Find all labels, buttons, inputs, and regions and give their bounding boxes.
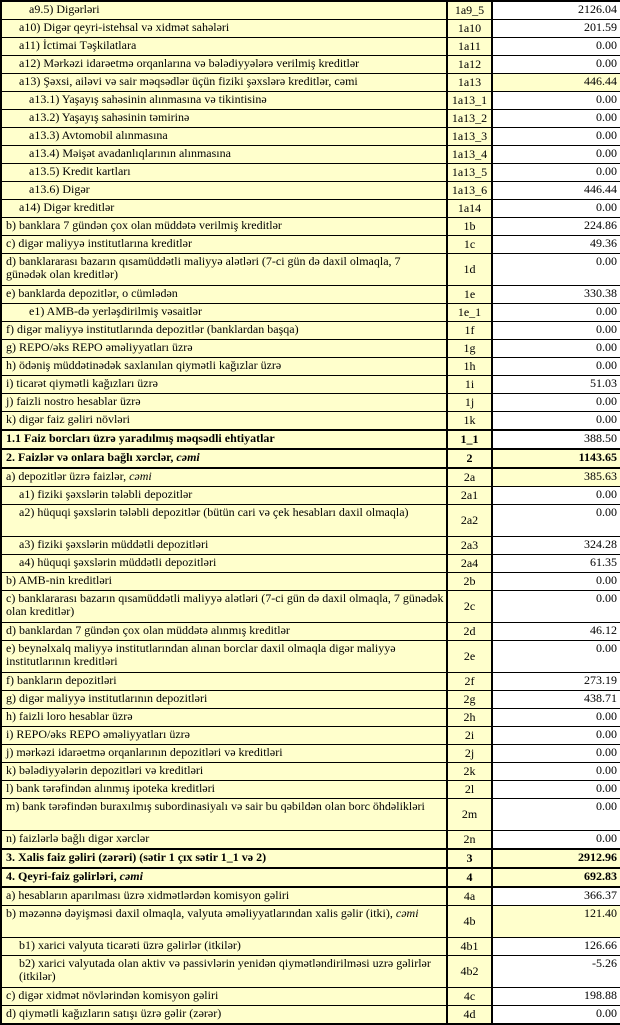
row-code: 2i: [447, 727, 492, 745]
row-value: 692.83: [492, 868, 620, 887]
row-label-text: 3. Xalis faiz gəliri (zərəri) (sətir 1 çıx sətir 1_1 və 2): [6, 850, 267, 864]
row-value: 0.00: [492, 641, 620, 673]
row-code: 1a11: [447, 38, 492, 56]
table-row: [1, 218, 620, 236]
table-row: [1, 849, 620, 868]
row-label: [1, 182, 447, 200]
table-row: [1, 781, 620, 799]
table-row: [1, 164, 620, 182]
table-row: [1, 254, 620, 286]
row-label-text: b2) xarici valyutada olan aktiv və passivlərin yenidən qiymətləndirilməsi uzrə gəlirlər (itkilər): [19, 956, 431, 983]
row-label: [1, 92, 447, 110]
row-code: 1e_1: [447, 304, 492, 322]
table-row: [1, 74, 620, 92]
row-label: [1, 449, 447, 468]
row-code: 4d: [447, 1006, 492, 1025]
row-value: 0.00: [492, 146, 620, 164]
row-label-italic-suffix: cəmi: [395, 906, 419, 920]
row-code: 1a14: [447, 200, 492, 218]
row-code: 4a: [447, 887, 492, 906]
table-row: [1, 956, 620, 988]
table-row: [1, 573, 620, 591]
row-label: [1, 906, 447, 938]
row-code: 2: [447, 449, 492, 468]
row-label-text: d) qiymətli kağızların satışı üzrə gəlir (zərər): [6, 1006, 222, 1020]
table-row: [1, 906, 620, 938]
row-label-text: k) digər faiz gəliri növləri: [6, 412, 130, 426]
row-label: [1, 956, 447, 988]
row-label-italic-suffix: cəmi: [119, 869, 143, 883]
row-label: [1, 38, 447, 56]
row-code: 1i: [447, 376, 492, 394]
row-label-text: a13.5) Kredit kartları: [29, 164, 131, 178]
row-code: 1a13: [447, 74, 492, 92]
row-value: 0.00: [492, 394, 620, 412]
row-code: 3: [447, 849, 492, 868]
row-code: 1a10: [447, 20, 492, 38]
row-code: 2e: [447, 641, 492, 673]
row-label: [1, 831, 447, 850]
row-label-text: a13.4) Məişət avadanlıqlarının alınmasına: [29, 146, 231, 160]
row-label-italic-suffix: cəmi: [129, 469, 152, 483]
row-label: [1, 164, 447, 182]
row-code: 2l: [447, 781, 492, 799]
row-value: 0.00: [492, 412, 620, 431]
row-value: 0.00: [492, 831, 620, 850]
row-value: 0.00: [492, 254, 620, 286]
row-code: 2a4: [447, 555, 492, 573]
row-label-text: l) bank tərəfindən alınmış ipoteka kreditləri: [6, 781, 215, 795]
row-label: [1, 20, 447, 38]
table-row: [1, 286, 620, 304]
table-row: [1, 505, 620, 537]
row-value: 0.00: [492, 573, 620, 591]
row-value: 198.88: [492, 988, 620, 1006]
row-value: 0.00: [492, 799, 620, 831]
row-value: 0.00: [492, 745, 620, 763]
table-row: [1, 376, 620, 394]
row-value: 126.66: [492, 938, 620, 956]
row-label-text: h) faizli loro hesablar üzrə: [6, 709, 133, 723]
row-code: 1a13_6: [447, 182, 492, 200]
row-label-text: a3) fiziki şəxslərin müddətli depozitləri: [19, 537, 209, 551]
row-value: 51.03: [492, 376, 620, 394]
table-row: [1, 1006, 620, 1025]
row-label-text: a4) hüquqi şəxslərin müddətli depozitləri: [19, 555, 217, 569]
row-label-text: e) banklarda depozitlər, o cümlədən: [6, 286, 178, 300]
row-code: 1d: [447, 254, 492, 286]
row-value: 273.19: [492, 673, 620, 691]
row-label: [1, 887, 447, 906]
row-label-text: 4. Qeyri-faiz gəlirləri,: [6, 869, 120, 883]
row-label-text: d) banklardan 7 gündən çox olan müddətə alınmış kreditlər: [6, 623, 290, 637]
row-code: 2a3: [447, 537, 492, 555]
row-label-text: a13.1) Yaşayış sahəsinin alınmasına və tikintisinə: [29, 92, 267, 106]
row-label: [1, 487, 447, 505]
table-row: [1, 182, 620, 200]
row-label: [1, 988, 447, 1006]
table-row: [1, 623, 620, 641]
row-label: [1, 412, 447, 431]
row-code: 2c: [447, 591, 492, 623]
table-row: [1, 128, 620, 146]
row-value: 0.00: [492, 781, 620, 799]
report-table-body: [1, 1, 620, 1024]
row-code: 4: [447, 868, 492, 887]
row-label-text: c) digər xidmət növlərindən komisyon gəliri: [6, 988, 219, 1002]
row-code: 1a13_1: [447, 92, 492, 110]
row-code: 1k: [447, 412, 492, 431]
row-label: [1, 146, 447, 164]
row-value: 0.00: [492, 164, 620, 182]
row-label-text: j) mərkəzi idarəetmə orqanlarının depozitləri və kreditləri: [6, 745, 283, 759]
row-label: [1, 868, 447, 887]
row-value: 201.59: [492, 20, 620, 38]
row-code: 1b: [447, 218, 492, 236]
row-value: 388.50: [492, 430, 620, 449]
row-label-text: d) banklararası bazarın qısamüddətli maliyyə alətləri (7-ci gün də daxil olmaqla, 7 günədək olan kreditlər): [6, 254, 401, 281]
row-value: 438.71: [492, 691, 620, 709]
table-row: [1, 537, 620, 555]
row-label: [1, 537, 447, 555]
row-value: 0.00: [492, 358, 620, 376]
row-label: [1, 376, 447, 394]
row-code: 1a12: [447, 56, 492, 74]
table-row: [1, 691, 620, 709]
row-value: 0.00: [492, 200, 620, 218]
row-label-text: f) digər maliyyə institutlarında depozitlər (banklardan başqa): [6, 322, 299, 336]
table-row: [1, 200, 620, 218]
row-code: 2h: [447, 709, 492, 727]
row-label: [1, 128, 447, 146]
row-label: [1, 74, 447, 92]
row-value: 0.00: [492, 487, 620, 505]
table-row: [1, 92, 620, 110]
row-code: 2d: [447, 623, 492, 641]
row-value: 121.40: [492, 906, 620, 938]
row-label: [1, 218, 447, 236]
table-row: [1, 146, 620, 164]
table-row: [1, 555, 620, 573]
row-label: [1, 573, 447, 591]
row-code: 2k: [447, 763, 492, 781]
row-value: 446.44: [492, 74, 620, 92]
row-code: 1g: [447, 340, 492, 358]
table-row: [1, 340, 620, 358]
row-value: 0.00: [492, 727, 620, 745]
table-row: [1, 727, 620, 745]
row-code: 1j: [447, 394, 492, 412]
row-code: 2b: [447, 573, 492, 591]
row-code: 2j: [447, 745, 492, 763]
row-label: [1, 727, 447, 745]
row-label: [1, 110, 447, 128]
row-label-text: n) faizlərlə bağlı digər xərclər: [6, 831, 150, 845]
table-row: [1, 745, 620, 763]
table-row: [1, 988, 620, 1006]
row-label: [1, 286, 447, 304]
row-code: 2n: [447, 831, 492, 850]
table-row: [1, 358, 620, 376]
row-value: 1143.65: [492, 449, 620, 468]
row-label-text: a13.6) Digər: [29, 182, 90, 196]
row-label: [1, 254, 447, 286]
row-code: 1a13_3: [447, 128, 492, 146]
row-label: [1, 938, 447, 956]
row-label-text: b) AMB-nin kreditləri: [6, 573, 112, 587]
row-label-text: a13.3) Avtomobil alınmasına: [29, 128, 168, 142]
table-row: [1, 831, 620, 850]
row-code: 1_1: [447, 430, 492, 449]
row-label-italic-suffix: cəmi: [176, 450, 200, 464]
row-label-text: b) məzənnə dəyişməsi daxil olmaqla, valyuta əməliyyatlarından xalis gəlir (itki),: [6, 906, 396, 920]
table-row: [1, 110, 620, 128]
row-label: [1, 236, 447, 254]
row-code: 2g: [447, 691, 492, 709]
row-label: [1, 555, 447, 573]
row-label: [1, 430, 447, 449]
row-code: 1a13_2: [447, 110, 492, 128]
row-label: [1, 673, 447, 691]
row-label-text: a9.5) Digərləri: [29, 2, 100, 16]
row-value: 446.44: [492, 182, 620, 200]
row-code: 1h: [447, 358, 492, 376]
row-label-text: 2. Faizlər və onlara bağlı xərclər,: [6, 450, 177, 464]
row-value: 224.86: [492, 218, 620, 236]
row-code: 2a1: [447, 487, 492, 505]
row-code: 2a2: [447, 505, 492, 537]
table-row: [1, 449, 620, 468]
row-label-text: a13) Şəxsi, ailəvi və sair məqsədlər üçün fiziki şəxslərə kreditlər, cəmi: [19, 74, 358, 88]
row-value: 0.00: [492, 110, 620, 128]
table-row: [1, 468, 620, 487]
row-label-text: 1.1 Faiz borcları üzrə yaradılmış məqsədli ehtiyatlar: [6, 431, 275, 445]
table-row: [1, 709, 620, 727]
table-row: [1, 799, 620, 831]
table-row: [1, 487, 620, 505]
row-label-text: a14) Digər kreditlər: [19, 200, 115, 214]
row-code: 2a: [447, 468, 492, 487]
row-label: [1, 340, 447, 358]
row-label-text: a) depozitlər üzrə faizlər,: [6, 469, 130, 483]
row-value: 0.00: [492, 709, 620, 727]
table-row: [1, 763, 620, 781]
row-label-text: j) faizli nostro hesablar üzrə: [6, 394, 141, 408]
row-label: [1, 691, 447, 709]
row-value: 0.00: [492, 304, 620, 322]
row-value: 324.28: [492, 537, 620, 555]
row-label-text: b) banklara 7 gündən çox olan müddətə verilmiş kreditlər: [6, 218, 282, 232]
table-row: [1, 394, 620, 412]
row-label-text: a12) Mərkəzi idarəetmə orqanlarına və bələdiyyələrə verilmiş kreditlər: [19, 56, 360, 70]
row-label-text: i) REPO/əks REPO əməliyyatları üzrə: [6, 727, 190, 741]
row-label-text: e1) AMB-də yerləşdirilmiş vəsaitlər: [29, 304, 202, 318]
row-value: 385.63: [492, 468, 620, 487]
row-code: 4b: [447, 906, 492, 938]
row-value: 61.35: [492, 555, 620, 573]
row-label: [1, 358, 447, 376]
table-row: [1, 591, 620, 623]
row-value: 330.38: [492, 286, 620, 304]
row-value: 0.00: [492, 591, 620, 623]
row-label: [1, 591, 447, 623]
row-label-text: c) digər maliyyə institutlarına kreditlər: [6, 236, 192, 250]
table-row: [1, 887, 620, 906]
row-label: [1, 641, 447, 673]
row-value: 2912.96: [492, 849, 620, 868]
table-row: [1, 20, 620, 38]
table-row: [1, 38, 620, 56]
table-row: [1, 430, 620, 449]
row-label-text: h) ödəniş müddətinədək saxlanılan qiymətli kağızlar üzrə: [6, 358, 282, 372]
row-label-text: e) beynəlxalq maliyyə institutlarından alınan borclar daxil olmaqla digər maliyyə institutlarının kreditləri: [6, 641, 396, 668]
row-code: 4b2: [447, 956, 492, 988]
row-label-text: m) bank tərəfindən buraxılmış subordinasiyalı və sair bu qəbildən olan borc öhdəlikləri: [6, 799, 425, 813]
row-code: 1f: [447, 322, 492, 340]
row-label: [1, 322, 447, 340]
row-label-text: a2) hüquqi şəxslərin tələbli depozitlər (bütün cari və çek hesabları daxil olmaqla): [19, 505, 409, 519]
row-label: [1, 505, 447, 537]
row-value: 0.00: [492, 1006, 620, 1025]
row-value: 0.00: [492, 322, 620, 340]
row-value: 49.36: [492, 236, 620, 254]
row-label: [1, 709, 447, 727]
row-label-text: a13.2) Yaşayış sahəsinin təmirinə: [29, 110, 190, 124]
row-value: 0.00: [492, 763, 620, 781]
row-label-text: a1) fiziki şəxslərin tələbli depozitlər: [19, 487, 193, 501]
row-label-text: i) ticarət qiymətli kağızları üzrə: [6, 376, 158, 390]
row-label-text: a) hesabların aparılması üzrə xidmətlərdən komisyon gəliri: [6, 888, 290, 902]
row-label: [1, 799, 447, 831]
row-label: [1, 394, 447, 412]
row-label: [1, 849, 447, 868]
row-label: [1, 200, 447, 218]
row-label: [1, 623, 447, 641]
row-label-text: g) REPO/əks REPO əməliyyatları üzrə: [6, 340, 193, 354]
table-row: [1, 304, 620, 322]
table-row: [1, 673, 620, 691]
row-label: [1, 763, 447, 781]
table-row: [1, 322, 620, 340]
row-label-text: a10) Digər qeyri-istehsal və xidmət sahələri: [19, 20, 230, 34]
table-row: [1, 236, 620, 254]
row-value: 366.37: [492, 887, 620, 906]
row-code: 1c: [447, 236, 492, 254]
row-value: 0.00: [492, 38, 620, 56]
row-value: 0.00: [492, 505, 620, 537]
row-label: [1, 56, 447, 74]
row-label-text: k) bələdiyyələrin depozitləri və kreditləri: [6, 763, 204, 777]
table-row: [1, 56, 620, 74]
row-label-text: c) banklararası bazarın qısamüddətli maliyyə alətləri (7-ci gün də daxil olmaqla, 7 günədək olan kreditlər): [6, 591, 444, 618]
row-value: -5.26: [492, 956, 620, 988]
table-row: [1, 868, 620, 887]
row-value: 0.00: [492, 128, 620, 146]
row-code: 1e: [447, 286, 492, 304]
row-value: 0.00: [492, 340, 620, 358]
row-label: [1, 1, 447, 20]
row-label-text: b1) xarici valyuta ticarəti üzrə gəlirlər (itkilər): [19, 938, 241, 952]
row-code: 4c: [447, 988, 492, 1006]
row-code: 1a13_4: [447, 146, 492, 164]
row-label: [1, 781, 447, 799]
table-row: [1, 938, 620, 956]
row-code: 1a13_5: [447, 164, 492, 182]
row-label: [1, 304, 447, 322]
table-row: [1, 641, 620, 673]
row-code: 1a9_5: [447, 1, 492, 20]
row-value: 46.12: [492, 623, 620, 641]
row-code: 2f: [447, 673, 492, 691]
row-label: [1, 1006, 447, 1025]
table-row: [1, 412, 620, 431]
row-label-text: f) bankların depozitləri: [6, 673, 117, 687]
row-value: 0.00: [492, 56, 620, 74]
row-label-text: g) digər maliyyə institutlarının depozitləri: [6, 691, 208, 705]
row-value: 2126.04: [492, 1, 620, 20]
row-code: 2m: [447, 799, 492, 831]
row-value: 0.00: [492, 92, 620, 110]
row-label: [1, 745, 447, 763]
row-label: [1, 468, 447, 487]
table-row: [1, 1, 620, 20]
row-code: 4b1: [447, 938, 492, 956]
row-label-text: a11) İctimai Təşkilatlara: [19, 38, 137, 52]
